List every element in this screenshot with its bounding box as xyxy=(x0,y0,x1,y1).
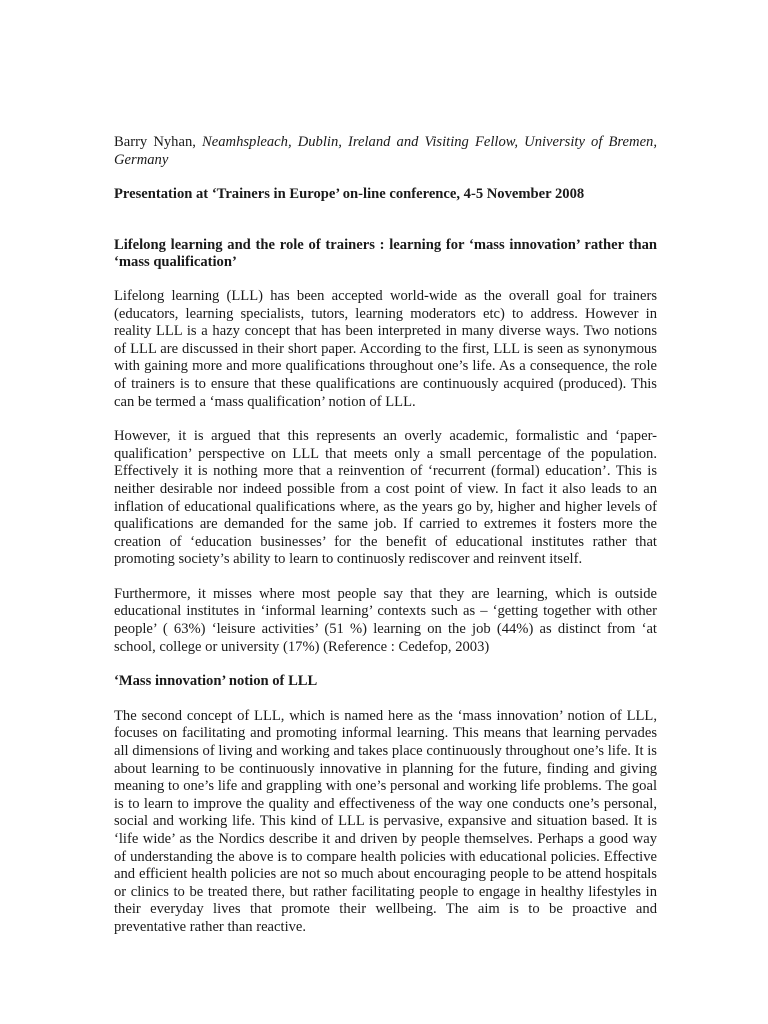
paragraph-mass-innovation: The second concept of LLL, which is named here as the ‘mass innovation’ notion of LLL, focuses on facilitating and promoting informal learning. This means that learning pervades all dimensions of living and working and takes place continuously throughout one’s life. It is about learning to be continuously innovative in planning for the future, finding and giving meaning to one’s life and grappling with one’s personal and working life problems. The goal is to learn to improve the quality and effectiveness of the way one conducts one’s personal, social and working life. This kind of LLL is pervasive, expansive and situation based. It is ‘life wide’ as the Nordics describe it and driven by people themselves. Perhaps a good way of understanding the above is to compare health policies with educational policies. Effective and efficient health policies are not so much about encouraging people to be attend hospitals or clinics to be treated there, but rather facilitating people to engage in healthy lifestyles in their everyday lives that promote their wellbeing. The aim is to be proactive and preventative rather than reactive. xyxy=(114,707,657,935)
paper-title: Lifelong learning and the role of trainers : learning for ‘mass innovation’ rather than ‘mass qualification’ xyxy=(114,236,657,271)
paragraph-however: However, it is argued that this represents an overly academic, formalistic and ‘paper-qualification’ perspective on LLL that meets only a small percentage of the population. Effectively it is nothing more that a reinvention of ‘recurrent (formal) education’. This is neither desirable nor indeed possible from a cost point of view. In fact it also leads to an inflation of educational qualifications where, as the years go by, higher and higher levels of qualifications are demanded for the same job. If carried to extremes it fosters more the creation of ‘education businesses’ for the benefit of educational institutes rather that promoting society’s ability to learn to continuosly rediscover and reinvent itself. xyxy=(114,428,657,568)
section-heading: ‘Mass innovation’ notion of LLL xyxy=(114,673,318,690)
paragraph-furthermore: Furthermore, it misses where most people say that they are learning, which is outside educational institutes in ‘informal learning’ contexts such as – ‘getting together with other people’ ( 63%) ‘leisure activities’ (51 %) learning on the job (44%) as distinct from ‘at school, college or university (17%) (Reference : Cedefop, 2003) xyxy=(114,585,657,655)
author-name: Barry Nyhan, xyxy=(114,134,196,150)
document-page xyxy=(114,134,657,937)
author-line xyxy=(114,134,657,169)
paragraph-intro: Lifelong learning (LLL) has been accepted world-wide as the overall goal for trainers (educators, learning specialists, tutors, learning moderators etc) to address. However in reality LLL is a hazy concept that has been interpreted in many diverse ways. Two notions of LLL are discussed in their short paper. According to the first, LLL is seen as synonymous with gaining more and more qualifications throughout one’s life. As a consequence, the role of trainers is to ensure that these qualifications are continuously acquired (produced). This can be termed a ‘mass qualification’ notion of LLL. xyxy=(114,287,657,410)
event-line: Presentation at ‘Trainers in Europe’ on-line conference, 4-5 November 2008 xyxy=(114,186,585,203)
author-affiliation: Neamhspleach, Dublin, Ireland and Visiting Fellow, University of Bremen, Germany xyxy=(114,134,658,168)
